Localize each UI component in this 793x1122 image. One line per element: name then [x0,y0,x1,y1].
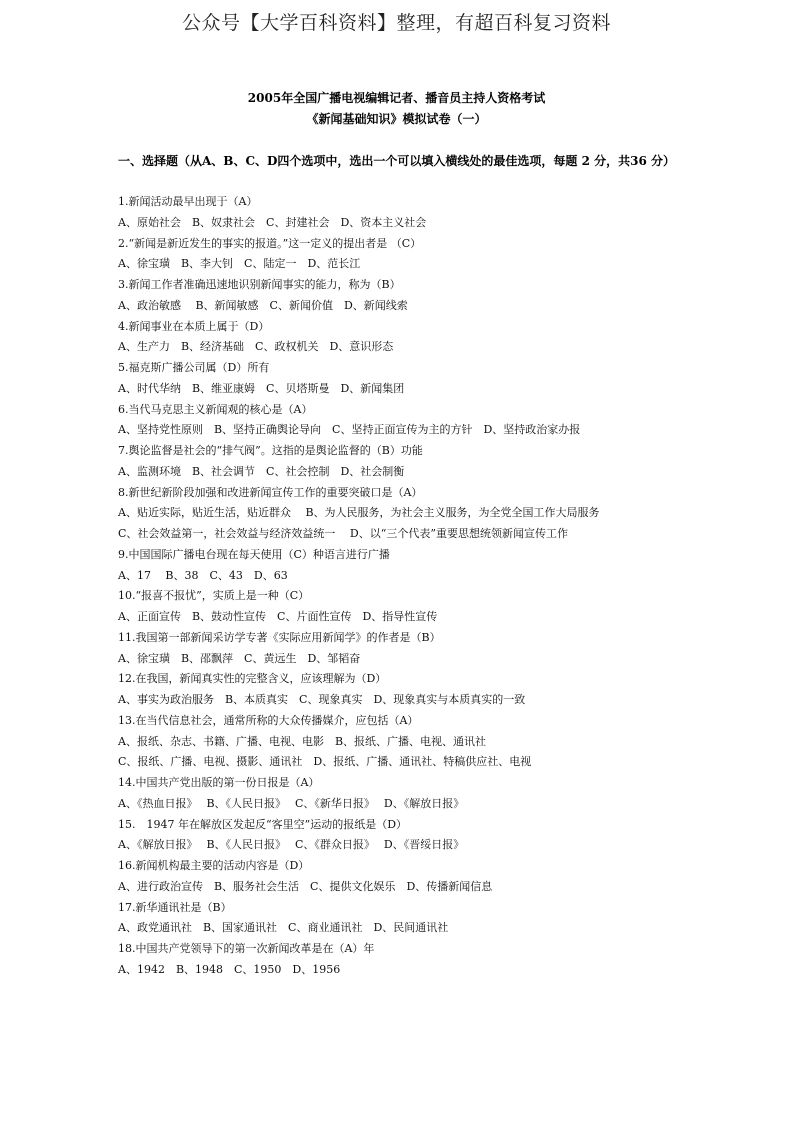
question-line: 5.福克斯广播公司属（D）所有 [118,361,270,374]
answer-options-line: A、《热血日报》 B、《人民日报》 C、《新华日报》 D、《解放日报》 [118,796,465,810]
question-line: 6.当代马克思主义新闻观的核心是（A） [118,402,313,416]
question-line: 3.新闻工作者准确迅速地识别新闻事实的能力，称为（B） [118,278,401,291]
question-line: 1.新闻活动最早出现于（A） [118,195,258,208]
answer-options-line: A、《解放日报》 B、《人民日报》 C、《群众日报》 D、《晋绥日报》 [118,838,465,852]
question-line: 2.“新闻是新近发生的事实的报道。”这一定义的提出者是 （C） [118,236,422,250]
answer-options-line: A、坚持党性原则 B、坚持正确舆论导向 C、坚持正面宣传为主的方针 D、坚持政治家办报 [118,423,581,437]
exam-title: 2005年全国广播电视编辑记者、播音员主持人资格考试 [247,91,546,105]
question-line: 12.在我国，新闻真实性的完整含义，应该理解为（D） [118,672,387,686]
page-header-banner: 公众号【大学百科资料】整理，有超百科复习资料 [181,12,611,34]
question-list [118,192,678,981]
answer-options-line: A、报纸、杂志、书籍、广播、电视、电影 B、报纸、广播、电视、通讯社 [118,734,487,748]
exam-subtitle: 《新闻基础知识》模拟试卷（一） [306,112,487,126]
answer-options-line: C、报纸、广播、电视、摄影、通讯社 D、报纸、广播、通讯社、特稿供应社、电视 [118,755,532,769]
question-line: 15. 1947 年在解放区发起反“客里空”运动的报纸是（D） [118,817,408,831]
answer-options-line: A、生产力 B、经济基础 C、政权机关 D、意识形态 [118,340,394,354]
answer-options-line: A、时代华纳 B、维亚康姆 C、贝塔斯曼 D、新闻集团 [118,381,405,395]
question-line: 11.我国第一部新闻采访学专著《实际应用新闻学》的作者是（B） [118,630,441,644]
answer-options-line: A、徐宝璜 B、李大钊 C、陆定一 D、范长江 [118,257,361,271]
answer-options-line: A、1942 B、1948 C、1950 D、1956 [118,962,341,976]
answer-options-line: A、监测环境 B、社会调节 C、社会控制 D、社会制衡 [118,464,405,478]
question-line: 4.新闻事业在本质上属于（D） [118,319,270,333]
answer-options-line: A、进行政治宣传 B、服务社会生活 C、提供文化娱乐 D、传播新闻信息 [118,879,493,893]
answer-options-line: A、贴近实际，贴近生活，贴近群众 B、为人民服务，为社会主义服务，为全党全国工作大局服务 [118,506,600,520]
answer-options-line: A、徐宝璜 B、邵飘萍 C、黄远生 D、邹韬奋 [118,651,361,665]
answer-options-line: A、政治敏感 B、新闻敏感 C、新闻价值 D、新闻线索 [118,298,408,312]
question-line: 8.新世纪新阶段加强和改进新闻宣传工作的重要突破口是（A） [118,485,423,499]
answer-options-line: A、政党通讯社 B、国家通讯社 C、商业通讯社 D、民间通讯社 [118,921,449,935]
question-line: 14.中国共产党出版的第一份日报是（A） [118,776,320,789]
answer-options-line: C、社会效益第一，社会效益与经济效益统一 D、以“三个代表”重要思想统领新闻宣传工作 [118,527,568,540]
question-line: 13.在当代信息社会，通常所称的大众传播媒介，应包括（A） [118,713,419,727]
question-line: 9.中国国际广播电台现在每天使用（C）种语言进行广播 [118,547,390,561]
answer-options-line: A、事实为政治服务 B、本质真实 C、现象真实 D、现象真实与本质真实的一致 [118,693,526,706]
answer-options-line: A、17 B、38 C、43 D、63 [118,568,288,582]
question-line: 16.新闻机构最主要的活动内容是（D） [118,859,310,872]
answer-options-line: A、正面宣传 B、鼓动性宣传 C、片面性宣传 D、指导性宣传 [118,610,438,623]
question-line: 7.舆论监督是社会的“排气阀”。这指的是舆论监督的（B）功能 [118,444,423,457]
question-line: 10.“报喜不报忧”，实质上是一种（C） [118,589,310,603]
question-line: 17.新华通讯社是（B） [118,900,232,914]
section-heading: 一、选择题（从A、B、C、D四个选项中，选出一个可以填入横线处的最佳选项，每题 2 分，共36 分） [118,154,675,168]
question-line: 18.中国共产党领导下的第一次新闻改革是在（A）年 [118,942,375,955]
answer-options-line: A、原始社会 B、奴隶社会 C、封建社会 D、资本主义社会 [118,215,427,229]
